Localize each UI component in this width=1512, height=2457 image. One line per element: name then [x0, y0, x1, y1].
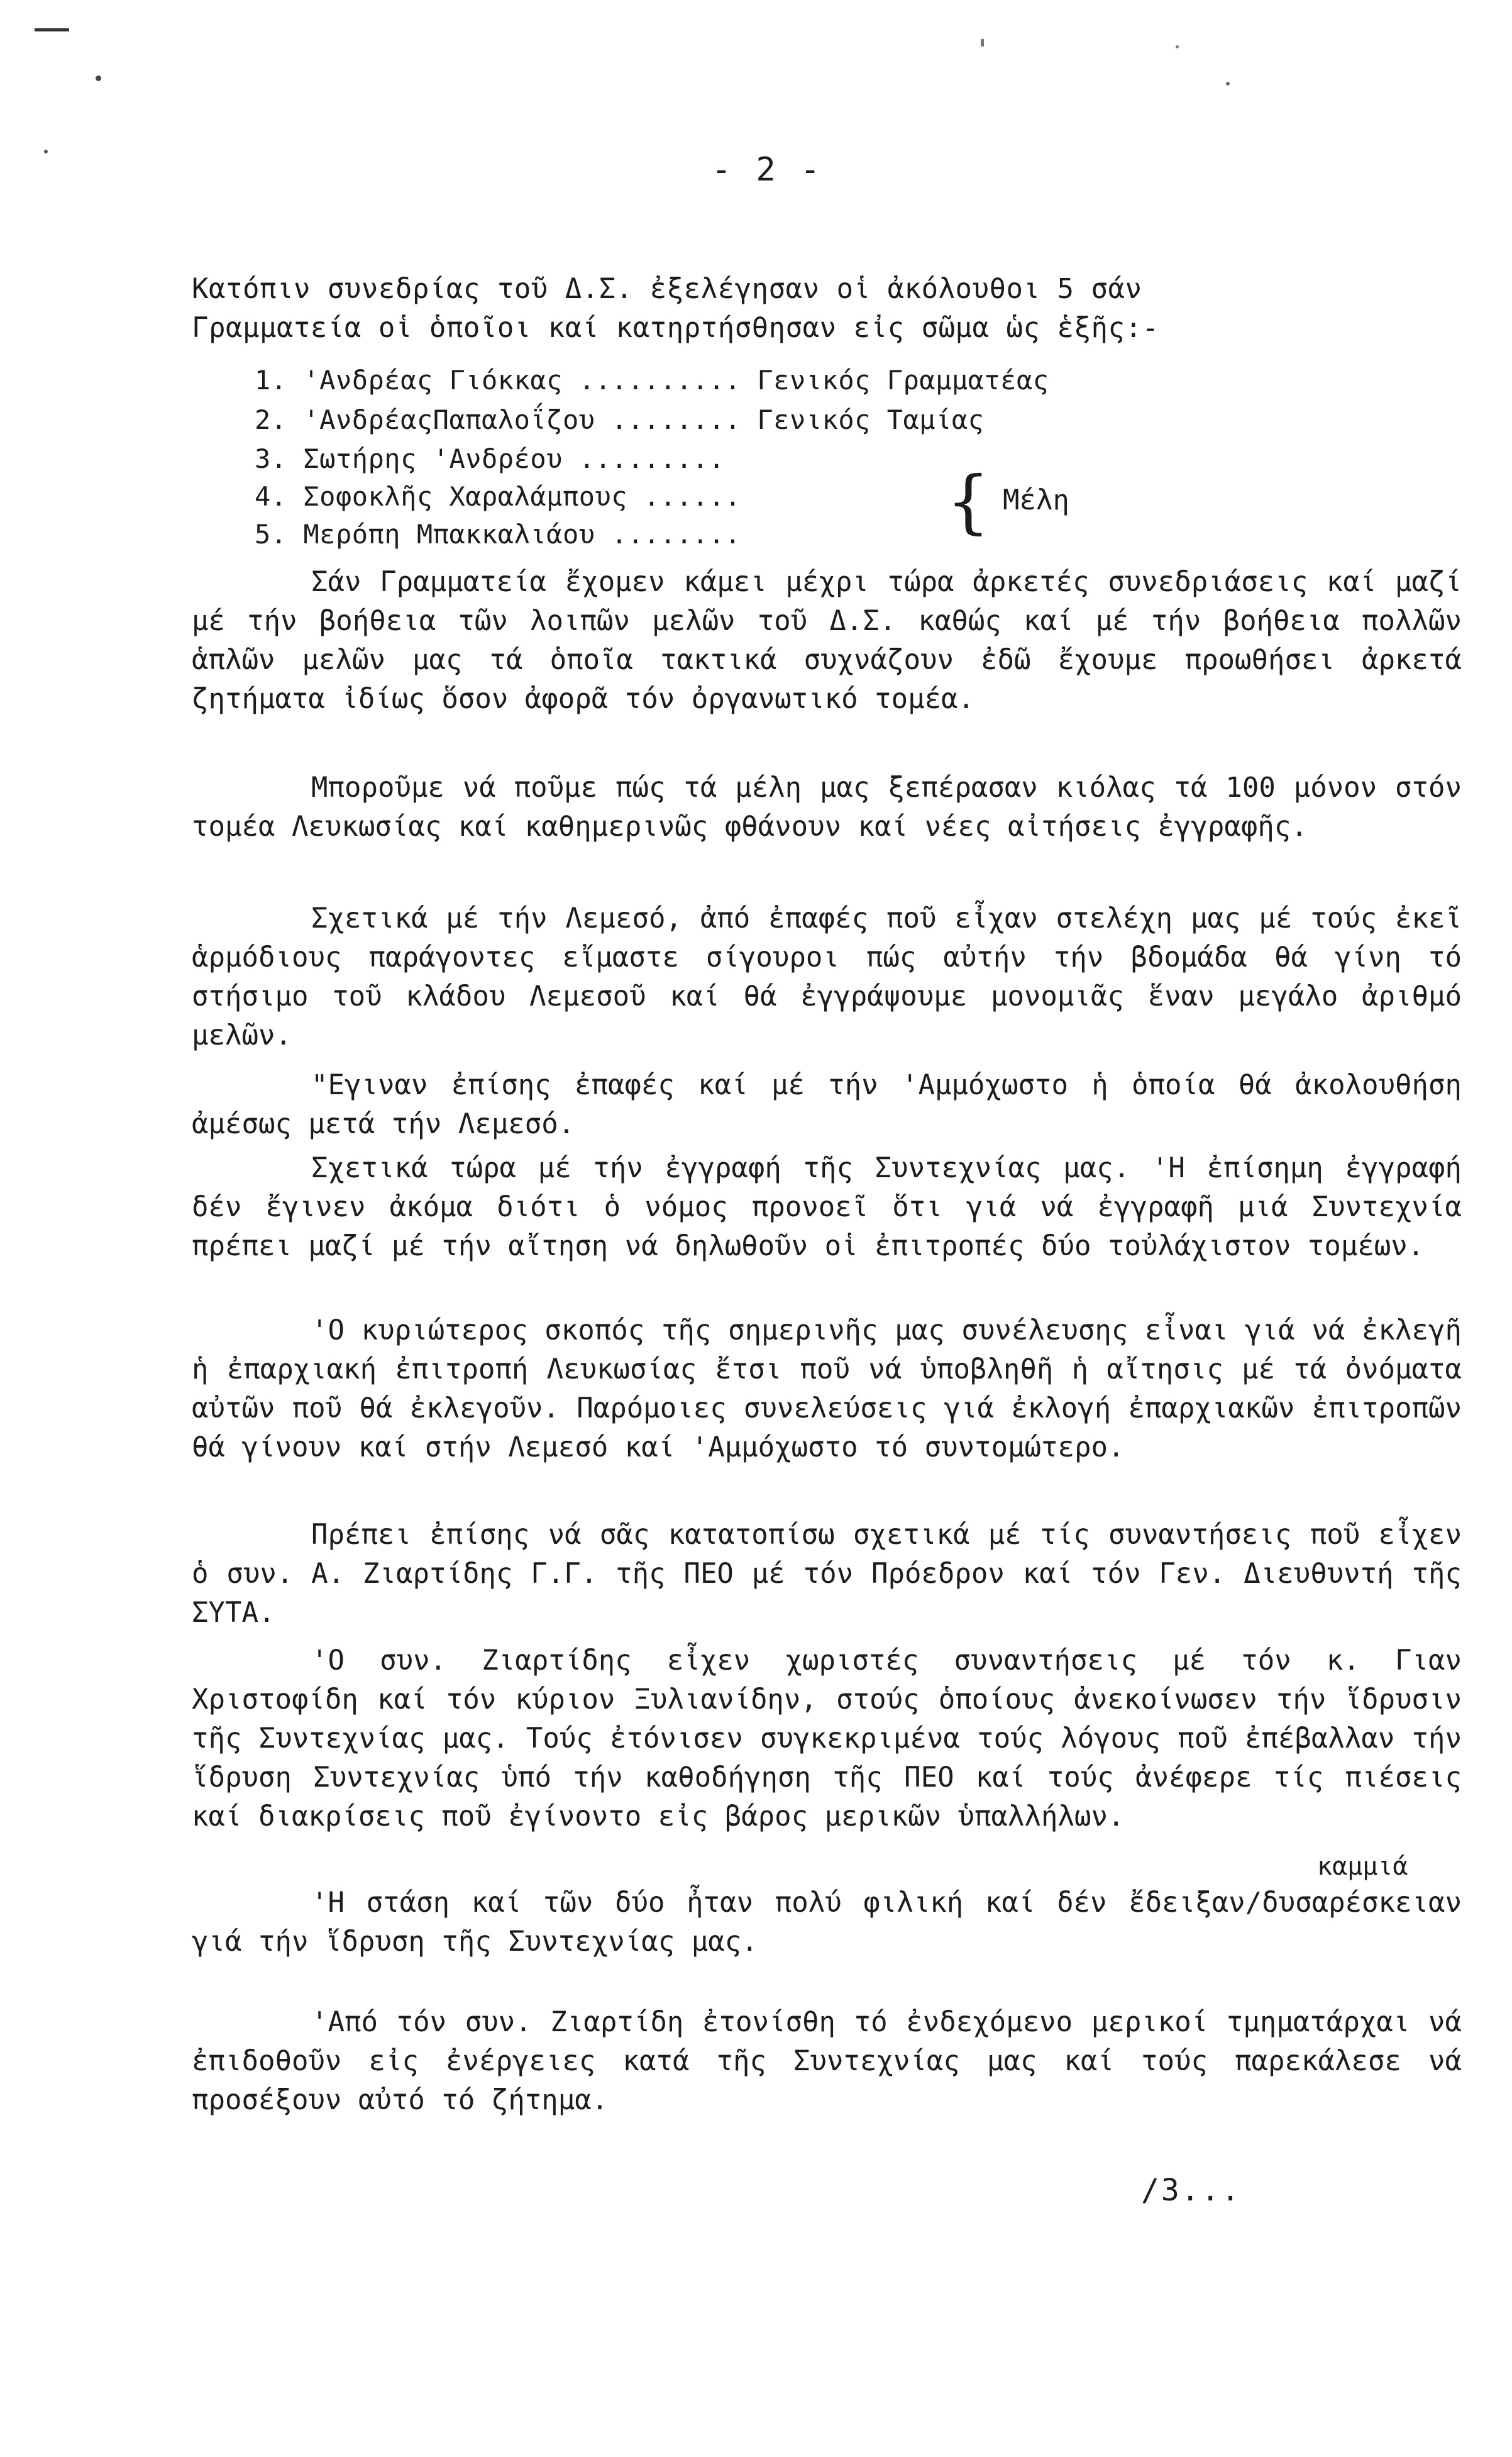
handwritten-insert: καμμιά — [1317, 1852, 1408, 1881]
paragraph: Σάν Γραμματεία ἔχομεν κάμει μέχρι τώρα ἀρκετές συνεδριάσεις καί μαζί μέ τήν βοήθεια τῶν λοιπῶν μελῶν τοῦ Δ.Σ. καθώς καί μέ τήν βοήθεια πολλῶν ἁπλῶν μελῶν μας τά ὁποῖα τακτικά συχνάζουν ἐδῶ ἔχουμε προωθήσει ἀρκετά ζητήματα ἰδίως ὅσον ἀφορᾶ τόν ὀργανωτικό τομέα. — [192, 566, 1462, 715]
continuation-marker: /3... — [1141, 2173, 1242, 2208]
scan-mark — [35, 28, 69, 31]
paragraph: 'Ο συν. Ζιαρτίδης εἶχεν χωριστές συναντήσεις μέ τόν κ. Γιαν Χριστοφίδη καί τόν κύριον Ξυλιανίδην, στούς ὁποίους ἀνεκοίνωσεν τήν ἵδρυσιν τῆς Συντεχνίας μας. Τούς ἐτόνισεν συγκεκριμένα τούς λόγους ποῦ ἐπέβαλλαν τήν ἵδρυση Συντεχνίας ὑπό τήν καθοδήγηση τῆς ΠΕΟ καί τούς ἀνέφερε τίς πιέσεις καί διακρίσεις ποῦ ἐγίνοντο εἰς βάρος μερικῶν ὑπαλλήλων. — [192, 1644, 1462, 1833]
paragraph: 'Ο κυριώτερος σκοπός τῆς σημερινῆς μας συνέλευσης εἶναι γιά νά ἐκλεγῆ ἡ ἐπαρχιακή ἐπιτροπή Λευκωσίας ἔτσι ποῦ νά ὑποβληθῆ ἡ αἴτησις μέ τά ὀνόματα αὐτῶν ποῦ θά ἐκλεγοῦν. Παρόμοιες συνελεύσεις γιά ἐκλογή ἐπαρχιακῶν ἐπιτροπῶν θά γίνουν καί στήν Λεμεσό καί 'Αμμόχωστο τό συντομώτερο. — [192, 1314, 1462, 1463]
intro-line-1: Κατόπιν συνεδρίας τοῦ Δ.Σ. ἐξελέγησαν οἱ ἀκόλουθοι 5 σάν — [192, 273, 1142, 305]
scan-speck — [44, 150, 48, 153]
scan-speck — [96, 75, 101, 81]
paragraph: 'Από τόν συν. Ζιαρτίδη ἐτονίσθη τό ἐνδεχόμενο μερικοί τμηματάρχαι νά ἐπιδοθοῦν εἰς ἐνέργειες κατά τῆς Συντεχνίας μας καί τούς παρεκάλεσε νά προσέξουν αὐτό τό ζήτημα. — [192, 2006, 1462, 2116]
member-row: 1. 'Ανδρέας Γιόκκας .......... Γενικός Γραμματέας — [255, 365, 1049, 396]
paragraph: Πρέπει ἐπίσης νά σᾶς κατατοπίσω σχετικά μέ τίς συναντήσεις ποῦ εἶχεν ὁ συν. Α. Ζιαρτίδης Γ.Γ. τῆς ΠΕΟ μέ τόν Πρόεδρον καί τόν Γεν. Διευθυντή τῆς ΣΥΤΑ. — [192, 1519, 1462, 1629]
member-row: 2. 'ΑνδρέαςΠαπαλοΐζου ........ Γενικός Ταμίας — [255, 404, 985, 435]
member-row: 5. Μερόπη Μπακκαλιάου ........ — [255, 519, 741, 550]
page-number: - 2 - — [711, 151, 823, 189]
member-row: 4. Σοφοκλῆς Χαραλάμπους ...... — [255, 481, 741, 512]
paragraph: Μποροῦμε νά ποῦμε πώς τά μέλη μας ξεπέρασαν κιόλας τά 100 μόνον στόν τομέα Λευκωσίας καί καθημερινῶς φθάνουν καί νέες αἰτήσεις ἐγγραφῆς. — [192, 772, 1462, 843]
paragraph-with-insert — [192, 1852, 1462, 1961]
scan-speck — [1226, 82, 1230, 86]
scan-speck — [981, 39, 984, 47]
member-row: 3. Σωτήρης 'Ανδρέου ......... — [255, 443, 725, 474]
paragraph-text: 'Η στάση καί τῶν δύο ἦταν πολύ φιλική καί δέν ἔδειξαν/δυσαρέσκειαν γιά τήν ἵδρυση τῆς Συντεχνίας μας. — [192, 1887, 1462, 1958]
members-group-label: Μέλη — [1003, 484, 1069, 516]
paragraph: Σχετικά τώρα μέ τήν ἐγγραφή τῆς Συντεχνίας μας. 'Η ἐπίσημη ἐγγραφή δέν ἔγινεν ἀκόμα διότι ὁ νόμος προνοεῖ ὅτι γιά νά ἐγγραφῆ μιά Συντεχνία πρέπει μαζί μέ τήν αἴτηση νά δηλωθοῦν οἱ ἐπιτροπές δύο τοὐλάχιστον τομέων. — [192, 1152, 1462, 1262]
paragraph: "Εγιναν ἐπίσης ἐπαφές καί μέ τήν 'Αμμόχωστο ἡ ὁποία θά ἀκολουθήση ἀμέσως μετά τήν Λεμεσό. — [192, 1069, 1462, 1140]
scan-speck — [1176, 45, 1179, 48]
paragraph: Σχετικά μέ τήν Λεμεσό, ἀπό ἐπαφές ποῦ εἶχαν στελέχη μας μέ τούς ἐκεῖ ἁρμόδιους παράγοντες εἴμαστε σίγουροι πώς αὐτήν τήν βδομάδα θά γίνη τό στήσιμο τοῦ κλάδου Λεμεσοῦ καί θά ἐγγράψουμε μονομιᾶς ἕναν μεγάλο ἀριθμό μελῶν. — [192, 902, 1462, 1051]
intro-line-2: Γραμματεία οἱ ὁποῖοι καί κατηρτήσθησαν εἰς σῶμα ὡς ἑξῆς:- — [192, 312, 1159, 344]
brace-icon: { — [946, 461, 990, 541]
